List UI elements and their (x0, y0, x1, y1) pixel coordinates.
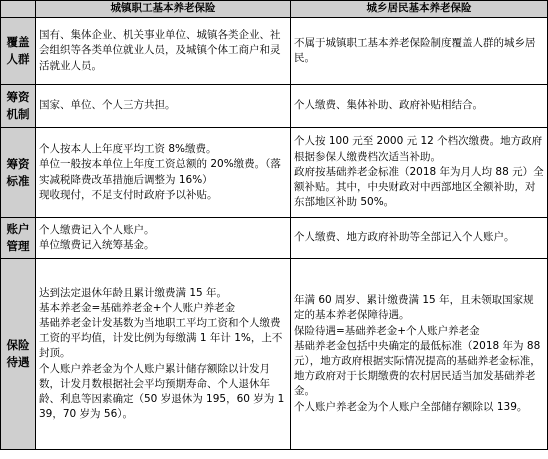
table-row-account-management (1, 218, 548, 259)
cell-text: 基本养老金=基础养老金+个人账户养老金 (39, 301, 236, 314)
cell-urban-funding-standard (36, 128, 291, 218)
cell-text: 单位缴费记入统筹基金。 (39, 239, 155, 251)
cell-text: 保险待遇=基础养老金+个人账户养老金 (294, 324, 480, 337)
cell-text: 年满 60 周岁、累计缴费满 15 年，且未领取国家规定的基本养老保障待遇。 (294, 294, 534, 322)
header-corner (1, 1, 36, 18)
header-rural-pension: 城乡居民基本养老保险 (291, 1, 548, 18)
cell-urban-benefits (36, 259, 291, 450)
cell-rural-funding-standard (291, 128, 548, 218)
cell-text: 单位一般按本单位上年度工资总额的 20%缴费。（落实减税降费改革措施后调整为 16%） (39, 158, 281, 186)
cell-text: 个人缴费、集体补助、政府补贴相结合。 (294, 99, 483, 112)
cell-text: 基础养老金计发基数为当地职工平均工资和个人缴费工资的平均值，计发比例为每缴满 1 年计 1%，上不封顶。 (39, 316, 283, 360)
row-label-account-management: 账户管理 (1, 218, 36, 259)
cell-urban-funding-mechanism (36, 85, 291, 128)
row-label-coverage: 覆盖人群 (1, 18, 36, 85)
cell-rural-benefits (291, 259, 548, 450)
cell-rural-funding-mechanism (291, 85, 548, 128)
cell-text: 个人账户养老金为个人账户累计储存额除以计发月数，计发月数根据社会平均预期寿命、个人退休年龄、利息等因素确定（50 岁退休为 195，60 岁为 139，70 岁为 56）。 (39, 362, 285, 421)
row-label-funding-mechanism: 筹资机制 (1, 85, 36, 128)
row-label-benefits: 保险待遇 (1, 259, 36, 450)
cell-text: 个人按本人上年度平均工资 8%缴费。 (39, 143, 217, 156)
table-row-benefits (1, 259, 548, 450)
cell-text: 现收现付，不足支付时政府予以补贴。 (39, 188, 218, 201)
cell-text: 个人缴费记入个人账户。 (39, 223, 155, 236)
table-header-row (1, 1, 548, 18)
cell-text: 国有、集体企业、机关事业单位、城镇各类企业、社会组织等各类单位就业人员，及城镇个体工商户和灵活就业人员。 (39, 29, 281, 72)
cell-text: 个人账户养老金为个人账户全部储存额除以 139。 (294, 400, 528, 413)
cell-text: 个人缴费、地方政府补助等全部记入个人账户。 (294, 231, 515, 244)
cell-text: 个人按 100 元至 2000 元 12 个档次缴费。地方政府根据参保人缴费档次适当补助。 (294, 135, 543, 163)
cell-text: 达到法定退休年龄且累计缴费满 15 年。 (39, 286, 228, 299)
table-row-funding-mechanism (1, 85, 548, 128)
table-row-funding-standard (1, 128, 548, 218)
cell-rural-account-management (291, 218, 548, 259)
cell-rural-coverage (291, 18, 548, 85)
cell-text: 基础养老金包括中央确定的最低标准（2018 年为 88 元），地方政府根据实际情况提高的基础养老金标准，地方政府对于长期缴费的农村居民适当加发基础养老金。 (294, 339, 541, 398)
cell-text: 不属于城镇职工基本养老保险制度覆盖人群的城乡居民。 (294, 36, 536, 64)
table-row-coverage (1, 18, 548, 85)
cell-text: 国家、单位、个人三方共担。 (39, 99, 176, 112)
cell-text: 政府按基础养老金标准（2018 年为月人均 88 元）全额补贴。其中，中央财政对中西部地区全额补助，对东部地区补助 50%。 (294, 165, 544, 209)
cell-urban-coverage (36, 18, 291, 85)
header-urban-pension: 城镇职工基本养老保险 (36, 1, 291, 18)
row-label-funding-standard: 筹资标准 (1, 128, 36, 218)
cell-urban-account-management (36, 218, 291, 259)
